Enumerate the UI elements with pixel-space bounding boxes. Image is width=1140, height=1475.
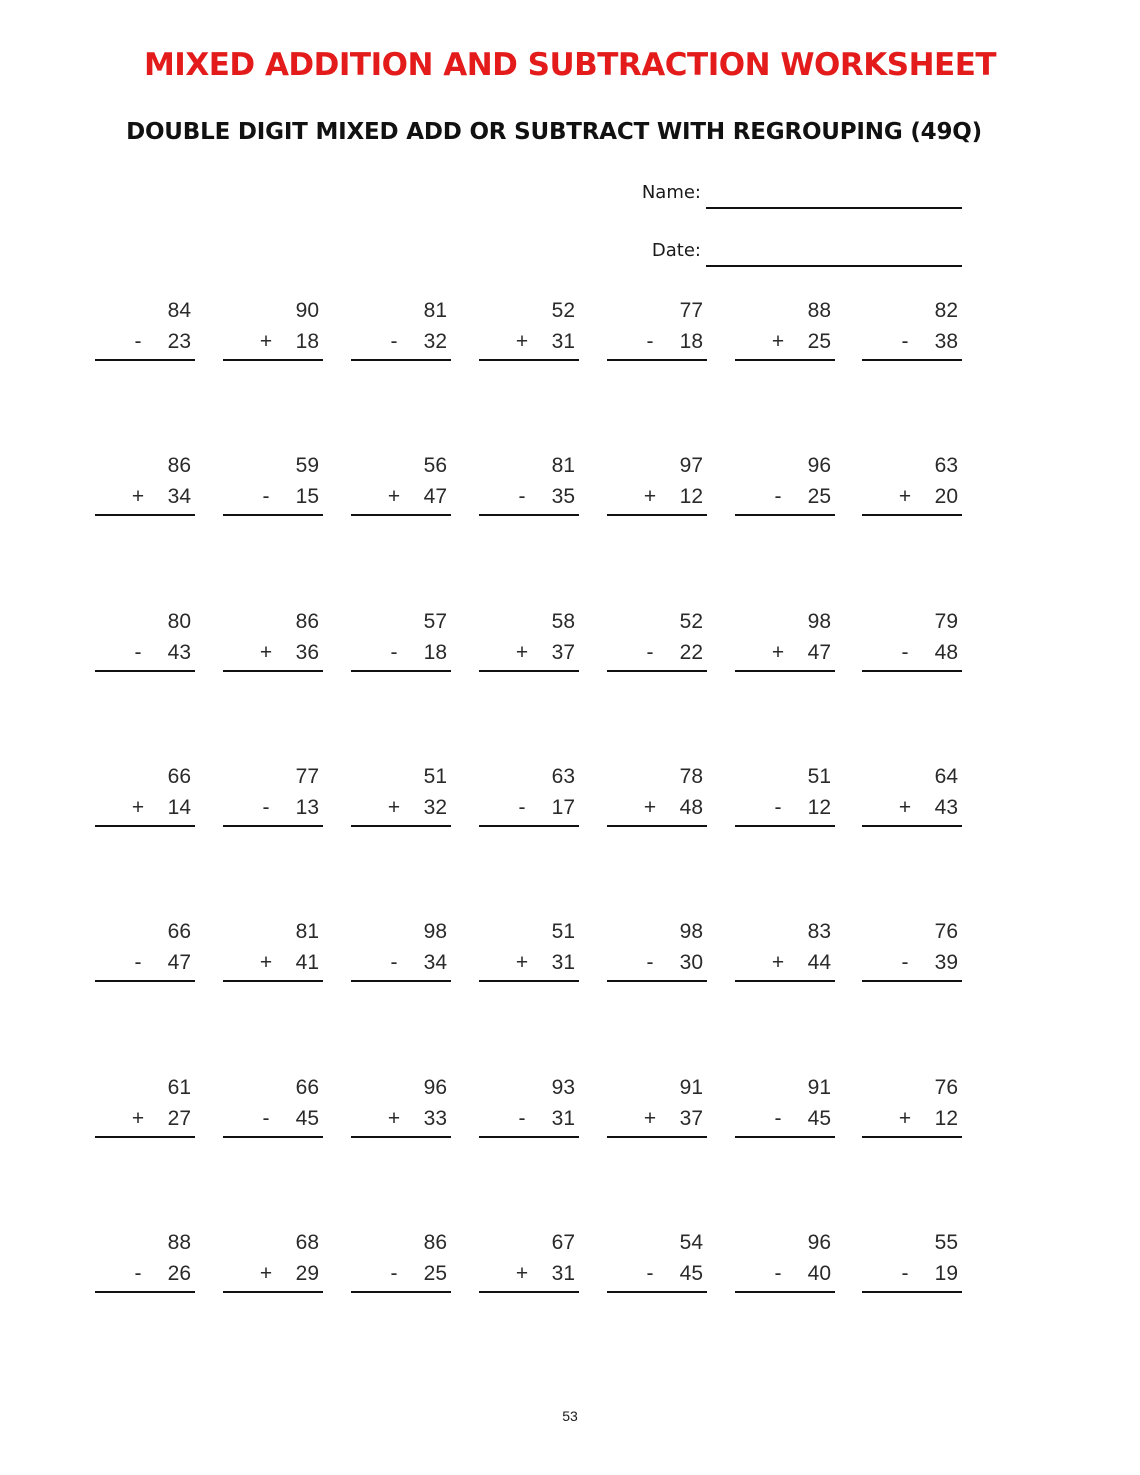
answer-line[interactable] [223, 1136, 323, 1138]
problem-bottom-number: 27 [167, 1107, 191, 1130]
problem-top-number: 86 [295, 610, 319, 633]
problem-top-number: 58 [551, 610, 575, 633]
problem [351, 298, 451, 364]
problem-operator: - [774, 1107, 782, 1130]
problem-operator: - [646, 330, 654, 353]
problem [862, 764, 962, 830]
problem-bottom-number: 43 [167, 641, 191, 664]
answer-line[interactable] [862, 825, 962, 827]
problem [479, 764, 579, 830]
worksheet-subtitle: DOUBLE DIGIT MIXED ADD OR SUBTRACT WITH REGROUPING (49Q) [126, 119, 982, 145]
problem-operator: + [387, 485, 401, 508]
problem-operator: + [259, 641, 273, 664]
problem-bottom-number: 32 [423, 330, 447, 353]
answer-line[interactable] [862, 1136, 962, 1138]
problem [95, 1230, 195, 1296]
problem [95, 298, 195, 364]
problem-top-number: 98 [807, 610, 831, 633]
answer-line[interactable] [351, 359, 451, 361]
page-number: 53 [562, 1408, 578, 1424]
problem-operator: + [259, 1262, 273, 1285]
problem-operator: + [898, 485, 912, 508]
problem [735, 609, 835, 675]
problem-bottom-number: 45 [295, 1107, 319, 1130]
problem-operator: + [898, 796, 912, 819]
problem-operator: + [771, 641, 785, 664]
problem-operator: + [131, 796, 145, 819]
problem-operator: + [131, 485, 145, 508]
problem-operator: - [901, 951, 909, 974]
problem-bottom-number: 41 [295, 951, 319, 974]
problem-bottom-number: 17 [551, 796, 575, 819]
problem-operator: - [774, 1262, 782, 1285]
problem [479, 919, 579, 985]
problem-top-number: 67 [551, 1231, 575, 1254]
problem-top-number: 78 [679, 765, 703, 788]
problem-top-number: 55 [934, 1231, 958, 1254]
problem-top-number: 76 [934, 1076, 958, 1099]
problem [95, 919, 195, 985]
problem-bottom-number: 36 [295, 641, 319, 664]
problem-top-number: 79 [934, 610, 958, 633]
problem-bottom-number: 31 [551, 1107, 575, 1130]
problem-top-number: 77 [679, 299, 703, 322]
answer-line[interactable] [607, 1136, 707, 1138]
answer-line[interactable] [351, 980, 451, 982]
problem-operator: - [390, 1262, 398, 1285]
answer-line[interactable] [223, 825, 323, 827]
problem-bottom-number: 19 [934, 1262, 958, 1285]
problem-top-number: 81 [551, 454, 575, 477]
problem-bottom-number: 45 [807, 1107, 831, 1130]
problem-top-number: 82 [934, 299, 958, 322]
problem [735, 1075, 835, 1141]
problem-operator: - [134, 641, 142, 664]
problem-bottom-number: 45 [679, 1262, 703, 1285]
problem-top-number: 66 [167, 920, 191, 943]
problem-top-number: 56 [423, 454, 447, 477]
answer-line[interactable] [95, 670, 195, 672]
problem-bottom-number: 25 [423, 1262, 447, 1285]
problem-bottom-number: 14 [167, 796, 191, 819]
answer-line[interactable] [607, 980, 707, 982]
problem [479, 1230, 579, 1296]
problem-bottom-number: 47 [423, 485, 447, 508]
problem-bottom-number: 13 [295, 796, 319, 819]
problem [479, 453, 579, 519]
problem-top-number: 91 [807, 1076, 831, 1099]
answer-line[interactable] [735, 1291, 835, 1293]
problem-operator: - [774, 485, 782, 508]
problem-top-number: 51 [807, 765, 831, 788]
problem-bottom-number: 48 [934, 641, 958, 664]
problem-bottom-number: 37 [679, 1107, 703, 1130]
problem-operator: + [259, 330, 273, 353]
problem-bottom-number: 32 [423, 796, 447, 819]
problem-top-number: 97 [679, 454, 703, 477]
problem-bottom-number: 23 [167, 330, 191, 353]
answer-line[interactable] [95, 514, 195, 516]
problem-bottom-number: 12 [807, 796, 831, 819]
answer-line[interactable] [223, 1291, 323, 1293]
problem-top-number: 93 [551, 1076, 575, 1099]
problem-bottom-number: 47 [167, 951, 191, 974]
answer-line[interactable] [479, 670, 579, 672]
answer-line[interactable] [479, 359, 579, 361]
problem [862, 298, 962, 364]
problem-top-number: 54 [679, 1231, 703, 1254]
problem-top-number: 96 [423, 1076, 447, 1099]
problem-operator: + [131, 1107, 145, 1130]
problem-top-number: 98 [423, 920, 447, 943]
problem-bottom-number: 33 [423, 1107, 447, 1130]
problem-bottom-number: 26 [167, 1262, 191, 1285]
answer-line[interactable] [862, 359, 962, 361]
answer-line[interactable] [479, 825, 579, 827]
problem-operator: - [646, 641, 654, 664]
answer-line[interactable] [95, 1136, 195, 1138]
problem-operator: - [901, 1262, 909, 1285]
problem [223, 764, 323, 830]
problem [607, 298, 707, 364]
problem-top-number: 96 [807, 1231, 831, 1254]
problem [351, 609, 451, 675]
problem [862, 1075, 962, 1141]
problem-top-number: 52 [679, 610, 703, 633]
problem-bottom-number: 29 [295, 1262, 319, 1285]
problem-bottom-number: 31 [551, 951, 575, 974]
problem-operator: - [134, 951, 142, 974]
problem-bottom-number: 43 [934, 796, 958, 819]
answer-line[interactable] [479, 980, 579, 982]
answer-line[interactable] [95, 359, 195, 361]
problem-top-number: 76 [934, 920, 958, 943]
problem-operator: - [901, 641, 909, 664]
problem [607, 453, 707, 519]
problem [95, 609, 195, 675]
answer-line[interactable] [223, 514, 323, 516]
problem-operator: + [515, 951, 529, 974]
problem-bottom-number: 35 [551, 485, 575, 508]
problem-top-number: 51 [423, 765, 447, 788]
problem-operator: + [515, 1262, 529, 1285]
problem [607, 764, 707, 830]
answer-line[interactable] [351, 670, 451, 672]
problem-operator: + [387, 796, 401, 819]
problem [735, 298, 835, 364]
problem [479, 1075, 579, 1141]
problem-bottom-number: 12 [934, 1107, 958, 1130]
answer-line[interactable] [862, 980, 962, 982]
problem-operator: - [262, 485, 270, 508]
problem-bottom-number: 44 [807, 951, 831, 974]
problem-top-number: 66 [167, 765, 191, 788]
problem-top-number: 64 [934, 765, 958, 788]
problem-top-number: 86 [423, 1231, 447, 1254]
problem-bottom-number: 37 [551, 641, 575, 664]
answer-line[interactable] [223, 359, 323, 361]
problem-top-number: 51 [551, 920, 575, 943]
answer-line[interactable] [607, 825, 707, 827]
name-field[interactable] [560, 179, 962, 209]
answer-line[interactable] [735, 670, 835, 672]
answer-line[interactable] [735, 359, 835, 361]
problem-bottom-number: 34 [423, 951, 447, 974]
problem-bottom-number: 20 [934, 485, 958, 508]
problem [862, 609, 962, 675]
problem-operator: - [518, 1107, 526, 1130]
problem-bottom-number: 15 [295, 485, 319, 508]
problem [351, 764, 451, 830]
problem-bottom-number: 25 [807, 330, 831, 353]
problem-bottom-number: 12 [679, 485, 703, 508]
problem [223, 1075, 323, 1141]
problem [862, 453, 962, 519]
problem-operator: + [643, 796, 657, 819]
date-label: Date: [651, 240, 701, 261]
problem [607, 1075, 707, 1141]
problem-bottom-number: 22 [679, 641, 703, 664]
answer-line[interactable] [607, 514, 707, 516]
problem-operator: + [259, 951, 273, 974]
name-label: Name: [641, 182, 701, 203]
answer-line[interactable] [862, 514, 962, 516]
problem [351, 1230, 451, 1296]
answer-line[interactable] [223, 670, 323, 672]
answer-line[interactable] [479, 1136, 579, 1138]
answer-line[interactable] [479, 514, 579, 516]
problem [223, 453, 323, 519]
problem-operator: - [646, 1262, 654, 1285]
problem-bottom-number: 25 [807, 485, 831, 508]
problem-bottom-number: 18 [295, 330, 319, 353]
problem [862, 1230, 962, 1296]
problem-operator: - [134, 330, 142, 353]
problem-top-number: 63 [934, 454, 958, 477]
answer-line[interactable] [95, 1291, 195, 1293]
problem [735, 1230, 835, 1296]
date-line[interactable] [706, 265, 962, 267]
answer-line[interactable] [607, 359, 707, 361]
problem-top-number: 68 [295, 1231, 319, 1254]
problem-top-number: 83 [807, 920, 831, 943]
problem-top-number: 59 [295, 454, 319, 477]
problem-top-number: 63 [551, 765, 575, 788]
answer-line[interactable] [351, 1291, 451, 1293]
worksheet-title: MIXED ADDITION AND SUBTRACTION WORKSHEET [143, 47, 997, 83]
problem [95, 1075, 195, 1141]
problem-top-number: 88 [807, 299, 831, 322]
problem [223, 298, 323, 364]
date-field[interactable] [560, 237, 962, 267]
problem-operator: + [771, 330, 785, 353]
problem-top-number: 77 [295, 765, 319, 788]
problem-top-number: 84 [167, 299, 191, 322]
name-line[interactable] [706, 207, 962, 209]
problem-top-number: 91 [679, 1076, 703, 1099]
problem-bottom-number: 31 [551, 1262, 575, 1285]
problem-operator: + [643, 1107, 657, 1130]
problem-bottom-number: 48 [679, 796, 703, 819]
problem-top-number: 98 [679, 920, 703, 943]
answer-line[interactable] [735, 514, 835, 516]
problem-top-number: 52 [551, 299, 575, 322]
answer-line[interactable] [735, 980, 835, 982]
problem-operator: - [134, 1262, 142, 1285]
problem-top-number: 90 [295, 299, 319, 322]
answer-line[interactable] [735, 825, 835, 827]
problem-operator: + [771, 951, 785, 974]
answer-line[interactable] [862, 670, 962, 672]
answer-line[interactable] [351, 825, 451, 827]
answer-line[interactable] [223, 980, 323, 982]
problem [351, 919, 451, 985]
answer-line[interactable] [862, 1291, 962, 1293]
problem-bottom-number: 40 [807, 1262, 831, 1285]
problem [223, 1230, 323, 1296]
problem-top-number: 88 [167, 1231, 191, 1254]
problem [735, 453, 835, 519]
problem [223, 609, 323, 675]
problem-operator: + [898, 1107, 912, 1130]
problem-top-number: 96 [807, 454, 831, 477]
problem [607, 919, 707, 985]
answer-line[interactable] [479, 1291, 579, 1293]
problem [479, 298, 579, 364]
problem [607, 1230, 707, 1296]
problem-top-number: 81 [295, 920, 319, 943]
problem-operator: - [518, 485, 526, 508]
answer-line[interactable] [607, 1291, 707, 1293]
problem-operator: - [390, 330, 398, 353]
answer-line[interactable] [607, 670, 707, 672]
problem-operator: - [262, 1107, 270, 1130]
problem-bottom-number: 38 [934, 330, 958, 353]
problem-bottom-number: 18 [423, 641, 447, 664]
problem-operator: + [643, 485, 657, 508]
problem [351, 453, 451, 519]
problem-operator: - [390, 951, 398, 974]
answer-line[interactable] [351, 514, 451, 516]
problem [351, 1075, 451, 1141]
answer-line[interactable] [351, 1136, 451, 1138]
problem [223, 919, 323, 985]
problem-bottom-number: 18 [679, 330, 703, 353]
answer-line[interactable] [95, 980, 195, 982]
answer-line[interactable] [735, 1136, 835, 1138]
problem-top-number: 80 [167, 610, 191, 633]
problem [479, 609, 579, 675]
problem-top-number: 86 [167, 454, 191, 477]
problem-bottom-number: 31 [551, 330, 575, 353]
problem-operator: - [262, 796, 270, 819]
problem-bottom-number: 30 [679, 951, 703, 974]
problem-operator: - [390, 641, 398, 664]
problem-top-number: 61 [167, 1076, 191, 1099]
problem [607, 609, 707, 675]
problem-operator: + [515, 641, 529, 664]
answer-line[interactable] [95, 825, 195, 827]
problem-top-number: 81 [423, 299, 447, 322]
problem-operator: - [518, 796, 526, 819]
problem [95, 764, 195, 830]
problem-top-number: 57 [423, 610, 447, 633]
problem [95, 453, 195, 519]
problem-operator: - [901, 330, 909, 353]
problem-bottom-number: 34 [167, 485, 191, 508]
problem [735, 919, 835, 985]
problem-operator: - [646, 951, 654, 974]
problem-operator: - [774, 796, 782, 819]
problem-operator: + [515, 330, 529, 353]
problem-top-number: 66 [295, 1076, 319, 1099]
problem [862, 919, 962, 985]
problem-bottom-number: 39 [934, 951, 958, 974]
problem-bottom-number: 47 [807, 641, 831, 664]
problem-operator: + [387, 1107, 401, 1130]
problem [735, 764, 835, 830]
